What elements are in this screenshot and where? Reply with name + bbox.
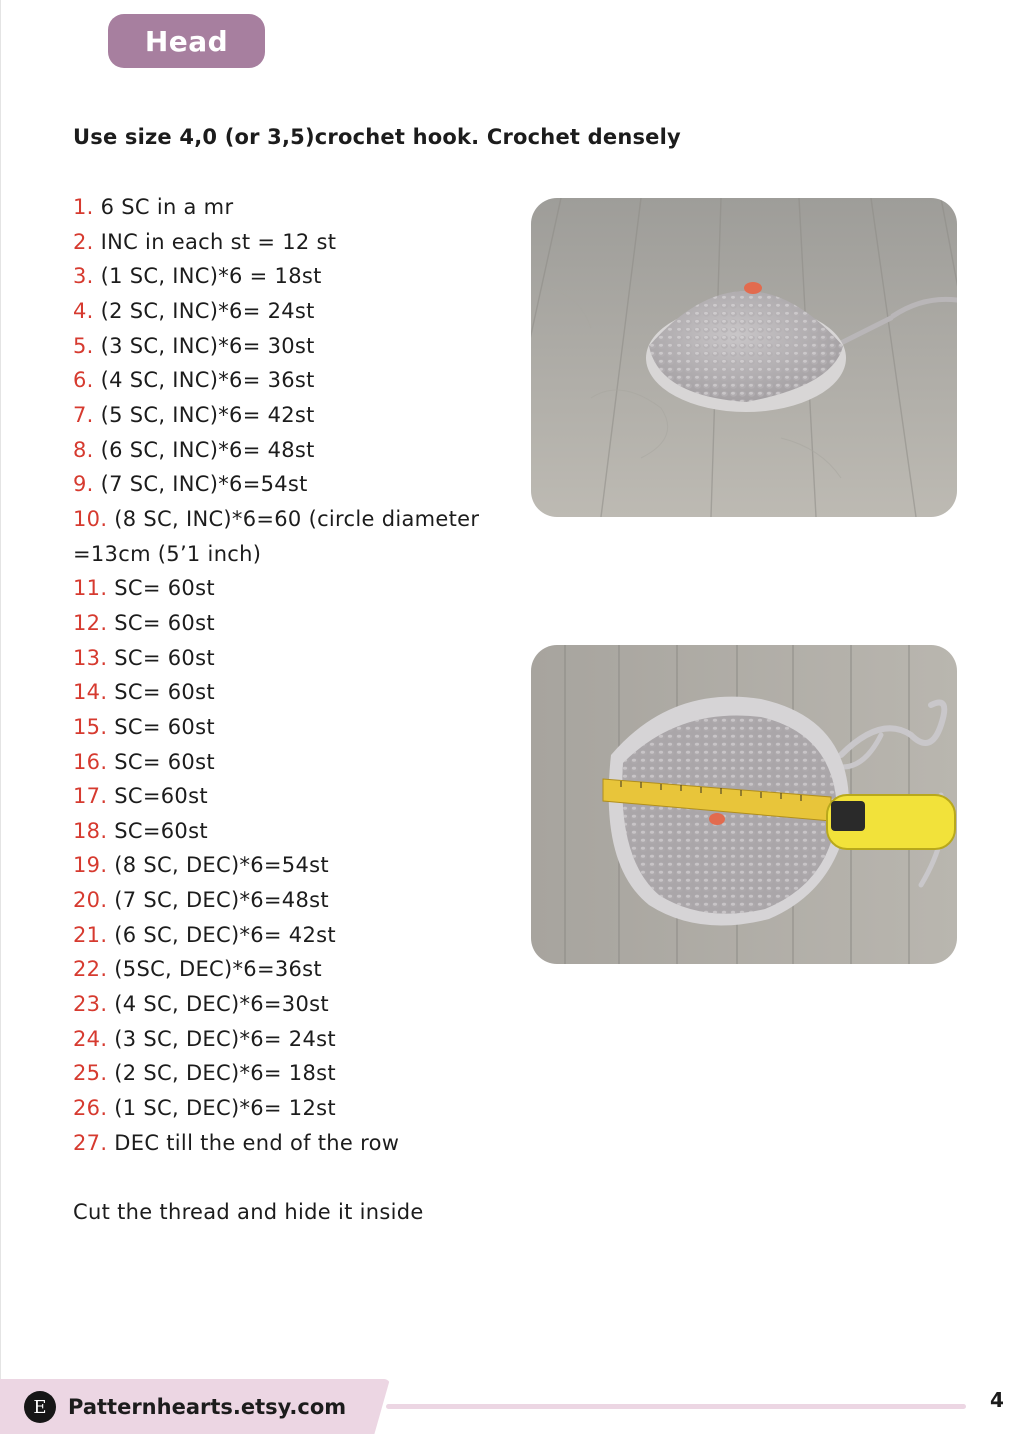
step-item [73, 987, 523, 1022]
step-item [73, 918, 523, 953]
step-text: SC= 60st [107, 714, 215, 739]
step-item [73, 363, 523, 398]
step-item [73, 952, 523, 987]
head-measure-photo [531, 645, 957, 964]
step-item [73, 225, 523, 260]
head-side-photo [531, 198, 957, 517]
footer-site-link[interactable]: Patternhearts.etsy.com [68, 1395, 347, 1419]
step-number: 21. [73, 922, 108, 947]
step-item [73, 294, 523, 329]
step-text: (6 SC, INC)*6= 48st [93, 437, 315, 462]
step-text: (2 SC, DEC)*6= 18st [107, 1061, 336, 1086]
step-item [73, 641, 523, 676]
step-number: 10. [73, 506, 108, 531]
step-number: 7. [73, 402, 94, 427]
step-text: SC= 60st [107, 610, 215, 635]
step-number: 6. [73, 368, 94, 393]
step-text: (5 SC, INC)*6= 42st [93, 402, 315, 427]
step-item [73, 675, 523, 710]
step-text: (8 SC, INC)*6=60 (circle diameter =13cm (5’1 inch) [73, 506, 480, 566]
page-number: 4 [990, 1388, 1004, 1412]
step-text: INC in each st = 12 st [93, 229, 337, 254]
step-item [73, 848, 523, 883]
step-text: DEC till the end of the row [107, 1130, 400, 1155]
section-title-pill [108, 14, 265, 68]
step-number: 17. [73, 784, 108, 809]
step-number: 9. [73, 472, 94, 497]
footer-rule [386, 1404, 966, 1409]
step-item [73, 710, 523, 745]
step-text: (7 SC, DEC)*6=48st [107, 888, 329, 913]
step-number: 24. [73, 1026, 108, 1051]
step-text: (8 SC, DEC)*6=54st [107, 853, 329, 878]
intro-instruction: Use size 4,0 (or 3,5)crochet hook. Crochet densely [73, 125, 681, 149]
step-number: 13. [73, 645, 108, 670]
step-number: 1. [73, 195, 94, 219]
step-number: 15. [73, 714, 108, 739]
step-number: 19. [73, 853, 108, 878]
step-number: 27. [73, 1130, 108, 1155]
step-text: (5SC, DEC)*6=36st [107, 957, 322, 982]
step-number: 2. [73, 229, 94, 254]
step-item [73, 467, 523, 502]
step-text: (3 SC, DEC)*6= 24st [107, 1026, 336, 1051]
step-item [73, 329, 523, 364]
step-number: 22. [73, 957, 108, 982]
step-number: 11. [73, 576, 108, 601]
step-text: SC=60st [107, 784, 208, 809]
steps-list [73, 190, 523, 1160]
step-item [73, 1022, 523, 1057]
step-number: 16. [73, 749, 108, 774]
step-number: 5. [73, 333, 94, 358]
step-item [73, 779, 523, 814]
step-item [73, 433, 523, 468]
step-text: (7 SC, INC)*6=54st [93, 472, 308, 497]
step-text: SC= 60st [107, 645, 215, 670]
step-text: (1 SC, DEC)*6= 12st [107, 1096, 336, 1121]
step-item [73, 1056, 523, 1091]
step-text: (4 SC, DEC)*6=30st [107, 992, 329, 1017]
step-number: 12. [73, 610, 108, 635]
section-title: Head [144, 24, 229, 58]
step-item [73, 1126, 523, 1161]
step-number: 18. [73, 818, 108, 843]
step-number: 8. [73, 437, 94, 462]
step-text: (4 SC, INC)*6= 36st [93, 368, 315, 393]
step-number: 25. [73, 1061, 108, 1086]
step-number: 14. [73, 680, 108, 705]
outro-instruction: Cut the thread and hide it inside [73, 1200, 424, 1224]
step-item [73, 571, 523, 606]
step-text: (3 SC, INC)*6= 30st [93, 333, 315, 358]
etsy-logo-icon: E [24, 1391, 56, 1423]
step-item [73, 502, 523, 571]
step-item [73, 259, 523, 294]
step-text: (1 SC, INC)*6 = 18st [93, 264, 322, 289]
step-text: SC= 60st [107, 576, 215, 601]
step-item [73, 1091, 523, 1126]
step-text: (6 SC, DEC)*6= 42st [107, 922, 336, 947]
step-text: SC= 60st [107, 680, 215, 705]
step-item [73, 883, 523, 918]
step-number: 3. [73, 264, 94, 289]
step-text: 6 SC in a mr [93, 195, 234, 219]
step-item [73, 398, 523, 433]
step-item [73, 745, 523, 780]
step-item [73, 814, 523, 849]
step-text: (2 SC, INC)*6= 24st [93, 298, 315, 323]
step-text: SC= 60st [107, 749, 215, 774]
step-number: 26. [73, 1096, 108, 1121]
step-item [73, 190, 523, 225]
page-edge [0, 0, 1, 1434]
step-text: SC=60st [107, 818, 208, 843]
step-number: 20. [73, 888, 108, 913]
step-number: 4. [73, 298, 94, 323]
step-item [73, 606, 523, 641]
step-number: 23. [73, 992, 108, 1017]
